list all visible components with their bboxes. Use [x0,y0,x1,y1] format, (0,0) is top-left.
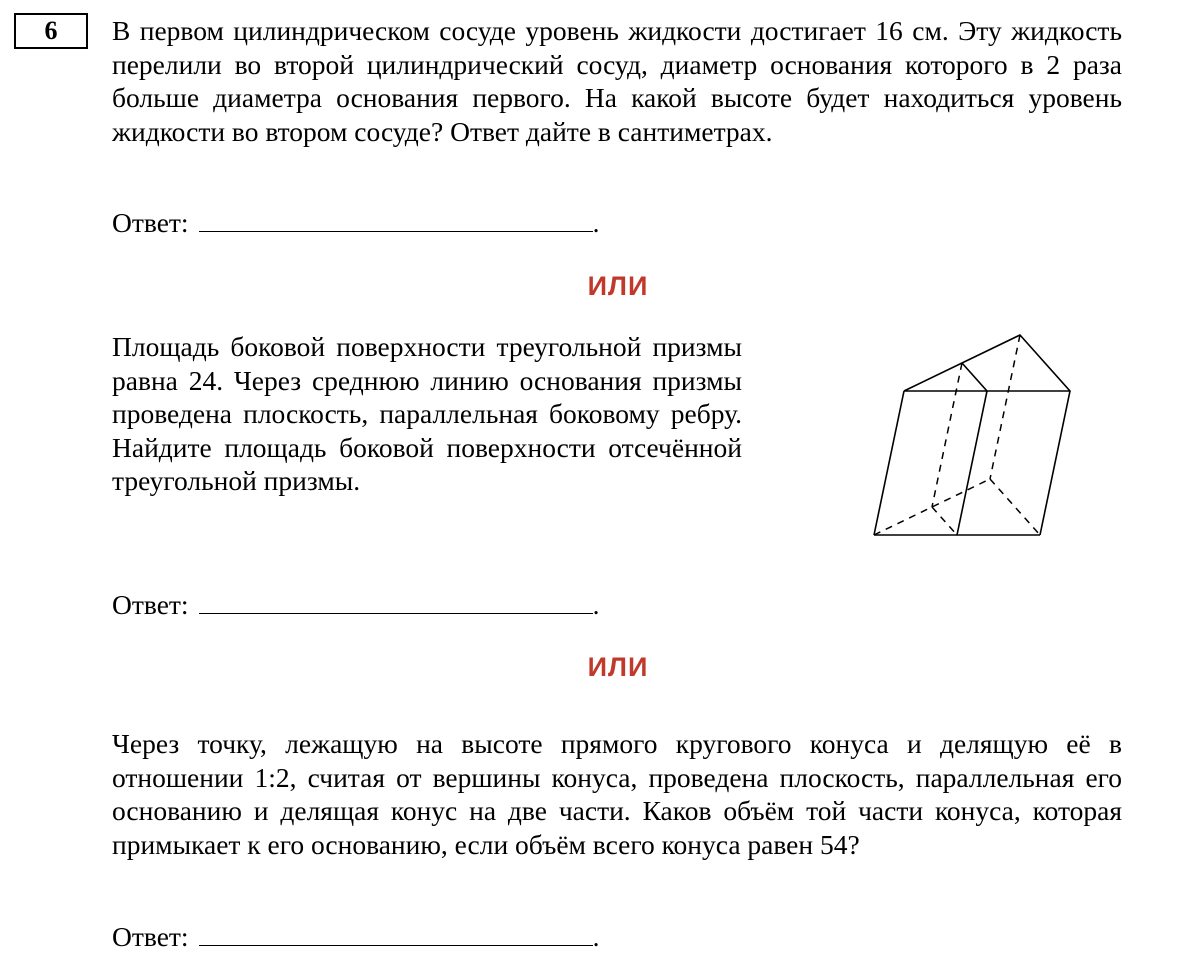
prism-top-face [904,335,1070,391]
prism-edge-left [874,391,904,535]
answer-label: Ответ: [112,921,189,952]
task-number: 6 [44,16,58,45]
answer-line-3: Ответ: . [112,921,600,952]
prism-cut-front-edge [957,391,987,535]
problem-cone-text: Через точку, лежащую на высоте прямого кругового конуса и делящую её в отношении 1:2, считая от вершины конуса, проведена плоскость, параллельная его основанию и делящая конус на две части. Каков объём той части конуса, которая примыкает к его основанию, если объём всего конуса равен 54? [112,728,1122,860]
prism-hidden-base-right [990,479,1040,535]
answer-label: Ответ: [112,589,189,620]
prism-hidden-back-edge [990,335,1020,479]
or-separator-1: ИЛИ [587,271,649,301]
prism-figure [862,322,1082,542]
problem-cylinder-text: В первом цилиндрическом сосуде уровень жидкости достигает 16 см. Эту жидкость перелили во второй цилиндрический сосуд, диаметр основания которого в 2 раза больше диаметра основания первого. На какой высоте будет находиться уровень жидкости во втором сосуде? Ответ дайте в сантиметрах. [112,15,1122,147]
prism-edge-right [1040,391,1070,535]
answer-blank-2[interactable] [199,587,593,614]
prism-cut-top-edge [962,363,987,391]
problem-prism-text: Площадь боковой поверхности треугольной призмы равна 24. Через среднюю линию основания призмы проведена плоскость, параллельная боковому ребру. Найдите площадь боковой поверхности отсечённой треугольной призмы. [112,331,742,496]
answer-blank-3[interactable] [199,919,593,946]
or-separator-2: ИЛИ [587,652,649,682]
answer-label: Ответ: [112,207,189,238]
answer-line-1: Ответ: . [112,207,600,238]
task-number-box [14,13,88,49]
answer-blank-1[interactable] [199,205,593,232]
answer-line-2: Ответ: . [112,589,600,620]
prism-hidden-cut-edge [932,363,962,507]
prism-hidden-base-cut [932,507,957,535]
